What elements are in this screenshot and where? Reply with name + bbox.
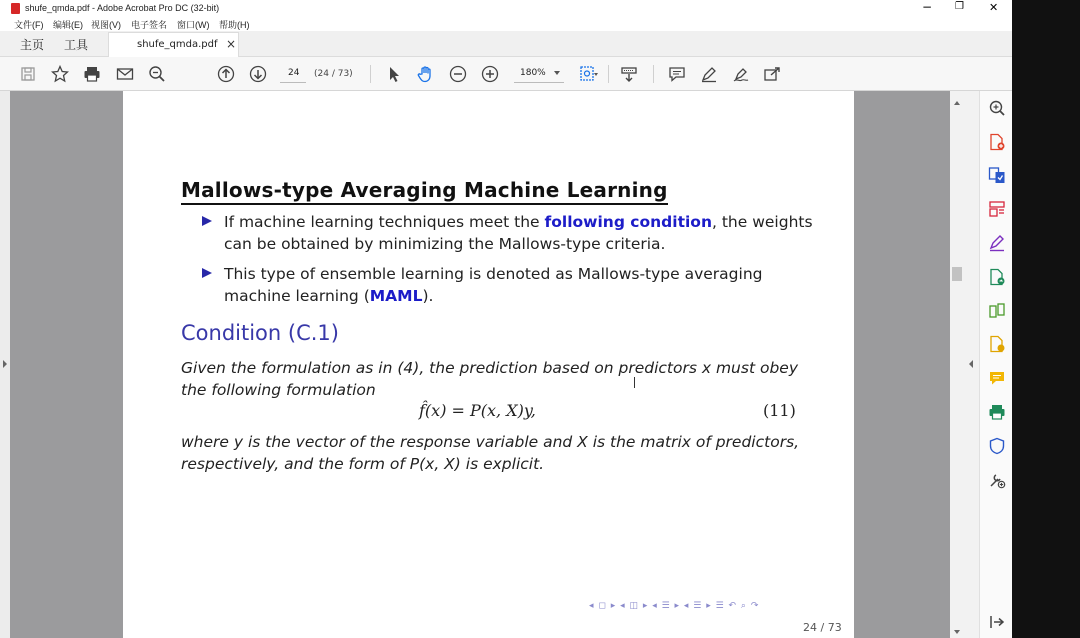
organize-pages-icon[interactable]	[988, 200, 1006, 218]
window-title: shufe_qmda.pdf - Adobe Acrobat Pro DC (32-bit)	[25, 3, 220, 13]
search-zoom-icon[interactable]	[147, 64, 167, 84]
tab-tools[interactable]: 工具	[64, 38, 89, 52]
zoom-search-icon[interactable]	[988, 99, 1006, 117]
menu-file[interactable]: 文件(F)	[14, 20, 44, 30]
beamer-navigation[interactable]: ◂ ◻ ▸ ◂ ◫ ▸ ◂ ☰ ▸ ◂ ☰ ▸ ☰ ↶ ⌕ ↷	[589, 601, 760, 611]
comment-icon[interactable]	[667, 64, 687, 84]
bullet-1-line-2: can be obtained by minimizing the Mallows-type criteria.	[224, 235, 666, 253]
right-panel-toggle-strip[interactable]	[964, 91, 979, 638]
close-button[interactable]: ✕	[989, 1, 999, 14]
fill-sign-icon[interactable]	[988, 335, 1006, 353]
menu-help[interactable]: 帮助(H)	[219, 20, 250, 30]
text-cursor-icon	[634, 377, 635, 388]
bullet-2-line-2	[224, 285, 433, 307]
condition-heading: Condition (C.1)	[181, 321, 339, 345]
save-icon[interactable]	[18, 64, 38, 84]
condition-line-1: Given the formulation as in (4), the prediction based on predictors x must obey	[181, 359, 798, 377]
slide-page-number: 24 / 73	[803, 621, 842, 634]
title-bar	[0, 0, 1012, 17]
toolbar	[0, 57, 1012, 91]
left-nav-edge[interactable]	[0, 91, 10, 638]
bullet-arrow-icon	[202, 268, 212, 278]
bullet-2-text-post: ).	[422, 287, 434, 305]
bullet-1-text-pre: If machine learning techniques meet the	[224, 213, 545, 231]
minimize-button[interactable]: −	[922, 0, 933, 14]
zoom-select[interactable]	[514, 66, 564, 83]
email-icon[interactable]	[115, 64, 135, 84]
scroll-up-icon[interactable]	[954, 101, 960, 105]
page-up-icon[interactable]	[216, 64, 236, 84]
expand-left-panel-icon[interactable]	[3, 360, 7, 368]
comment-tool-icon[interactable]	[988, 369, 1006, 387]
tab-home[interactable]: 主页	[20, 38, 45, 52]
share-icon[interactable]	[763, 64, 783, 84]
scroll-thumb[interactable]	[952, 267, 962, 281]
more-tools-icon[interactable]	[988, 471, 1006, 489]
zoom-out-icon[interactable]	[448, 64, 468, 84]
tab-document-label: shufe_qmda.pdf	[137, 39, 218, 50]
screen-edge	[1012, 0, 1080, 638]
menu-view[interactable]: 视图(V)	[91, 20, 121, 30]
sign-icon[interactable]	[731, 64, 751, 84]
print-production-icon[interactable]	[988, 403, 1006, 421]
after-equation-line-2: respectively, and the form of P(x, X) is explicit.	[181, 455, 545, 473]
collapse-right-panel-icon[interactable]	[969, 360, 973, 368]
menu-esign[interactable]: 电子签名	[131, 20, 168, 30]
bullet-2-line-1: This type of ensemble learning is denoted as Mallows-type averaging	[224, 265, 763, 283]
tab-close-icon[interactable]: ×	[226, 37, 237, 51]
restore-button[interactable]: ❐	[955, 1, 964, 12]
bullet-2-text-pre: machine learning (	[224, 287, 370, 305]
protect-icon[interactable]	[988, 437, 1006, 455]
tools-pane	[979, 91, 1012, 638]
menu-window[interactable]: 窗口(W)	[177, 20, 210, 30]
chevron-down-icon	[554, 71, 560, 75]
print-icon[interactable]	[82, 64, 102, 84]
highlight-icon[interactable]	[699, 64, 719, 84]
bullet-1-line-1	[224, 211, 813, 233]
bookmark-star-icon[interactable]	[50, 64, 70, 84]
collapse-panel-icon[interactable]	[988, 613, 1006, 631]
vertical-scrollbar[interactable]	[950, 91, 964, 638]
pdf-page	[123, 91, 854, 638]
page-number-value: 24	[288, 68, 300, 78]
zoom-in-icon[interactable]	[480, 64, 500, 84]
bullet-1-text-post: , the weights	[712, 213, 813, 231]
toolbar-divider	[653, 65, 654, 83]
tab-bar	[0, 31, 1012, 57]
maml-link[interactable]: MAML	[369, 287, 423, 305]
marquee-zoom-icon[interactable]	[579, 64, 599, 84]
equation: f̂(x) = P(x, X)y,	[419, 401, 536, 420]
equation-number: (11)	[763, 401, 796, 420]
menu-edit[interactable]: 编辑(E)	[53, 20, 83, 30]
page-down-icon[interactable]	[248, 64, 268, 84]
combine-files-icon[interactable]	[988, 166, 1006, 184]
export-pdf-icon[interactable]	[988, 268, 1006, 286]
compare-icon[interactable]	[988, 302, 1006, 320]
acrobat-logo-icon	[11, 3, 20, 14]
after-equation-line-1: where y is the vector of the response variable and X is the matrix of predictors,	[181, 433, 800, 451]
tab-document[interactable]	[108, 32, 239, 57]
following-condition-link[interactable]: following condition	[544, 213, 712, 231]
page-number-input[interactable]	[280, 66, 306, 83]
select-cursor-icon[interactable]	[384, 64, 404, 84]
menu-bar	[0, 17, 1012, 31]
page-fit-icon[interactable]	[619, 64, 639, 84]
zoom-value: 180%	[520, 68, 546, 78]
toolbar-divider	[608, 65, 609, 83]
hand-tool-icon[interactable]	[416, 64, 436, 84]
scroll-down-icon[interactable]	[954, 630, 960, 634]
toolbar-divider	[370, 65, 371, 83]
edit-pdf-icon[interactable]	[988, 234, 1006, 252]
bullet-arrow-icon	[202, 216, 212, 226]
slide-title: Mallows-type Averaging Machine Learning	[181, 178, 668, 205]
create-pdf-icon[interactable]	[988, 133, 1006, 151]
page-count: (24 / 73)	[314, 69, 353, 79]
condition-line-2: the following formulation	[181, 381, 376, 399]
